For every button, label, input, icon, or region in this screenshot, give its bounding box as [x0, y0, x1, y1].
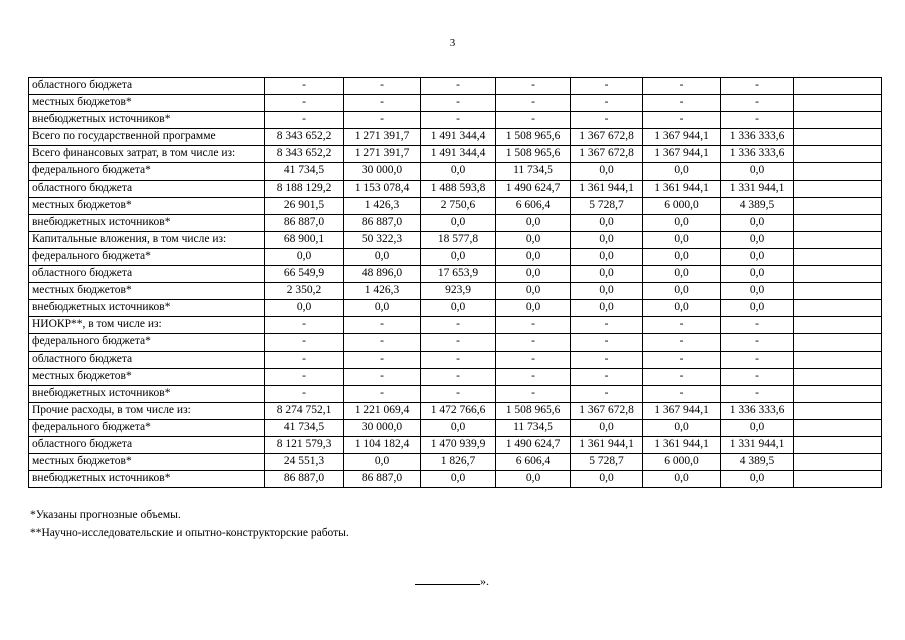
table-cell: 0,0 — [265, 248, 344, 265]
table-cell: 1 331 944,1 — [721, 436, 794, 453]
table-cell — [794, 471, 882, 488]
table-cell: - — [643, 368, 721, 385]
table-cell: 1 367 672,8 — [571, 402, 643, 419]
table-cell: - — [571, 334, 643, 351]
table-cell: - — [421, 78, 496, 95]
table-cell: 48 896,0 — [344, 266, 421, 283]
table-cell: 86 887,0 — [344, 214, 421, 231]
row-label: местных бюджетов* — [29, 368, 265, 385]
table-row — [29, 78, 882, 95]
table-row — [29, 231, 882, 248]
row-label: областного бюджета — [29, 436, 265, 453]
table-cell: - — [421, 334, 496, 351]
table-cell — [794, 402, 882, 419]
table-row — [29, 180, 882, 197]
table-cell: - — [265, 78, 344, 95]
table-cell: - — [421, 351, 496, 368]
table-cell: - — [265, 112, 344, 129]
table-cell: 0,0 — [496, 214, 571, 231]
table-cell: 0,0 — [496, 231, 571, 248]
table-cell: 1 221 069,4 — [344, 402, 421, 419]
table-cell: 8 274 752,1 — [265, 402, 344, 419]
table-cell: 5 728,7 — [571, 197, 643, 214]
table-cell: - — [344, 317, 421, 334]
table-row — [29, 300, 882, 317]
table-cell: - — [421, 385, 496, 402]
row-label: федерального бюджета* — [29, 419, 265, 436]
table-cell: 0,0 — [643, 283, 721, 300]
table-cell: 86 887,0 — [265, 471, 344, 488]
table-cell: 0,0 — [344, 454, 421, 471]
table-cell: 0,0 — [571, 231, 643, 248]
table-cell: - — [721, 385, 794, 402]
table-cell: 50 322,3 — [344, 231, 421, 248]
table-cell: 0,0 — [421, 163, 496, 180]
table-cell: 1 491 344,4 — [421, 129, 496, 146]
footnotes — [30, 506, 349, 542]
table-row — [29, 436, 882, 453]
table-cell: 18 577,8 — [421, 231, 496, 248]
table-cell: 1 271 391,7 — [344, 146, 421, 163]
table-cell: 41 734,5 — [265, 163, 344, 180]
table-cell: 0,0 — [571, 248, 643, 265]
table-cell: 0,0 — [421, 300, 496, 317]
table-cell: 0,0 — [643, 248, 721, 265]
row-label: местных бюджетов* — [29, 283, 265, 300]
row-label: НИОКР**, в том числе из: — [29, 317, 265, 334]
table-cell: - — [265, 368, 344, 385]
table-cell: 1 472 766,6 — [421, 402, 496, 419]
table-cell: 0,0 — [571, 419, 643, 436]
table-row — [29, 146, 882, 163]
row-label: внебюджетных источников* — [29, 112, 265, 129]
table-row — [29, 419, 882, 436]
table-cell: - — [571, 317, 643, 334]
table-cell: 8 188 129,2 — [265, 180, 344, 197]
table-cell: - — [721, 112, 794, 129]
table-row — [29, 163, 882, 180]
table-cell: 0,0 — [721, 419, 794, 436]
page-number: 3 — [449, 37, 456, 49]
table-row — [29, 283, 882, 300]
table-cell: 0,0 — [496, 266, 571, 283]
table-cell — [794, 317, 882, 334]
table-cell: - — [643, 351, 721, 368]
table-cell: 1 361 944,1 — [571, 180, 643, 197]
footnote-forecast: *Указаны прогнозные объемы. — [30, 509, 181, 521]
table-cell: 24 551,3 — [265, 454, 344, 471]
table-cell — [794, 129, 882, 146]
table-cell — [794, 197, 882, 214]
table-cell: - — [643, 385, 721, 402]
table-cell: - — [344, 368, 421, 385]
table-cell: 1 508 965,6 — [496, 146, 571, 163]
row-label: областного бюджета — [29, 351, 265, 368]
table-cell: 6 000,0 — [643, 197, 721, 214]
table-cell: 0,0 — [721, 300, 794, 317]
table-cell: 1 331 944,1 — [721, 180, 794, 197]
table-cell: 1 361 944,1 — [571, 436, 643, 453]
table-cell: 1 826,7 — [421, 454, 496, 471]
table-cell: 5 728,7 — [571, 454, 643, 471]
table-cell: - — [496, 368, 571, 385]
table-cell: 6 606,4 — [496, 197, 571, 214]
table-row — [29, 334, 882, 351]
table-cell: 0,0 — [643, 163, 721, 180]
table-cell: 4 389,5 — [721, 197, 794, 214]
table-cell: 26 901,5 — [265, 197, 344, 214]
table-cell: - — [571, 112, 643, 129]
table-cell: 0,0 — [421, 471, 496, 488]
table-cell: 0,0 — [421, 214, 496, 231]
table-cell: 1 426,3 — [344, 283, 421, 300]
row-label: Всего по государственной программе — [29, 129, 265, 146]
table-cell: 0,0 — [571, 163, 643, 180]
row-label: внебюджетных источников* — [29, 471, 265, 488]
table-cell — [794, 248, 882, 265]
table-cell: 1 426,3 — [344, 197, 421, 214]
table-cell: 11 734,5 — [496, 419, 571, 436]
table-cell: 1 367 944,1 — [643, 129, 721, 146]
table-cell: 0,0 — [571, 300, 643, 317]
table-row — [29, 351, 882, 368]
table-cell: 1 271 391,7 — [344, 129, 421, 146]
table-cell: - — [344, 385, 421, 402]
table-cell — [794, 368, 882, 385]
table-cell: 0,0 — [571, 266, 643, 283]
table-cell: 41 734,5 — [265, 419, 344, 436]
table-body — [29, 78, 882, 488]
table-cell: 0,0 — [344, 300, 421, 317]
table-cell: - — [265, 334, 344, 351]
table-cell: 1 153 078,4 — [344, 180, 421, 197]
table-cell — [794, 385, 882, 402]
table-cell: - — [344, 78, 421, 95]
table-cell — [794, 334, 882, 351]
table-cell: - — [643, 112, 721, 129]
table-cell: 8 343 652,2 — [265, 146, 344, 163]
table-cell: - — [421, 95, 496, 112]
table-cell: 0,0 — [344, 248, 421, 265]
table-cell: - — [571, 368, 643, 385]
table-row — [29, 266, 882, 283]
table-cell: 0,0 — [643, 300, 721, 317]
table-row — [29, 197, 882, 214]
table-cell: 8 343 652,2 — [265, 129, 344, 146]
closing-mark: ». — [480, 574, 489, 588]
table-row — [29, 471, 882, 488]
table-cell: 1 367 944,1 — [643, 402, 721, 419]
signature-blank — [415, 573, 480, 585]
row-label: Всего финансовых затрат, в том числе из: — [29, 146, 265, 163]
table-row — [29, 95, 882, 112]
table-cell: 86 887,0 — [265, 214, 344, 231]
table-cell: - — [421, 368, 496, 385]
table-cell: 1 361 944,1 — [643, 436, 721, 453]
table-row — [29, 317, 882, 334]
row-label: внебюджетных источников* — [29, 214, 265, 231]
row-label: областного бюджета — [29, 180, 265, 197]
table-cell: 30 000,0 — [344, 419, 421, 436]
row-label: местных бюджетов* — [29, 197, 265, 214]
table-cell — [794, 436, 882, 453]
table-cell: - — [265, 385, 344, 402]
row-label: Прочие расходы, в том числе из: — [29, 402, 265, 419]
table-cell: 11 734,5 — [496, 163, 571, 180]
table-cell: 1 470 939,9 — [421, 436, 496, 453]
row-label: федерального бюджета* — [29, 163, 265, 180]
table-cell: 6 000,0 — [643, 454, 721, 471]
table-cell: 68 900,1 — [265, 231, 344, 248]
table-cell: 1 336 333,6 — [721, 402, 794, 419]
table-cell: 1 491 344,4 — [421, 146, 496, 163]
table-row — [29, 454, 882, 471]
table-cell: - — [421, 112, 496, 129]
table-cell: 0,0 — [721, 283, 794, 300]
table-cell — [794, 95, 882, 112]
table-cell: - — [344, 351, 421, 368]
table-cell: 0,0 — [721, 471, 794, 488]
row-label: местных бюджетов* — [29, 454, 265, 471]
table-row — [29, 248, 882, 265]
table-cell: - — [496, 385, 571, 402]
table-cell: 1 336 333,6 — [721, 146, 794, 163]
table-cell — [794, 283, 882, 300]
row-label: федерального бюджета* — [29, 248, 265, 265]
table-cell: - — [344, 334, 421, 351]
table-row — [29, 368, 882, 385]
table-cell: 1 508 965,6 — [496, 129, 571, 146]
table-cell: - — [344, 112, 421, 129]
table-cell: - — [496, 95, 571, 112]
table-cell: 0,0 — [571, 283, 643, 300]
budget-table — [28, 77, 882, 488]
table-cell — [794, 78, 882, 95]
table-cell: 1 490 624,7 — [496, 436, 571, 453]
table-cell — [794, 214, 882, 231]
table-cell: 0,0 — [643, 419, 721, 436]
table-cell: - — [643, 78, 721, 95]
table-cell: - — [496, 112, 571, 129]
table-cell: 1 490 624,7 — [496, 180, 571, 197]
row-label: внебюджетных источников* — [29, 300, 265, 317]
table-cell: - — [721, 368, 794, 385]
table-cell: - — [571, 385, 643, 402]
table-cell: 0,0 — [496, 300, 571, 317]
footnote-niokr: **Научно-исследовательские и опытно-конструкторские работы. — [30, 527, 349, 539]
table-cell: - — [721, 95, 794, 112]
table-cell: - — [496, 317, 571, 334]
table-cell — [794, 419, 882, 436]
row-label: областного бюджета — [29, 266, 265, 283]
table-cell: - — [496, 334, 571, 351]
table-cell: - — [265, 317, 344, 334]
table-cell: - — [571, 95, 643, 112]
table-cell: 1 508 965,6 — [496, 402, 571, 419]
table-cell: - — [344, 95, 421, 112]
table-cell: 1 336 333,6 — [721, 129, 794, 146]
row-label: внебюджетных источников* — [29, 385, 265, 402]
table-cell — [794, 231, 882, 248]
table-cell: - — [643, 95, 721, 112]
table-cell — [794, 180, 882, 197]
row-label: областного бюджета — [29, 78, 265, 95]
row-label: федерального бюджета* — [29, 334, 265, 351]
table-cell: - — [265, 95, 344, 112]
table-cell: 0,0 — [421, 419, 496, 436]
table-cell: 0,0 — [643, 266, 721, 283]
table-cell — [794, 146, 882, 163]
table-cell — [794, 112, 882, 129]
table-cell — [794, 454, 882, 471]
table-cell: - — [421, 317, 496, 334]
table-cell: - — [721, 351, 794, 368]
table-cell: 1 367 672,8 — [571, 129, 643, 146]
table-cell: - — [721, 334, 794, 351]
table-cell: - — [571, 78, 643, 95]
table-cell — [794, 266, 882, 283]
table-cell: 0,0 — [496, 248, 571, 265]
table-cell — [794, 300, 882, 317]
table-cell: 0,0 — [721, 231, 794, 248]
closing-line — [415, 573, 489, 589]
table-cell: 923,9 — [421, 283, 496, 300]
table-cell: 0,0 — [643, 214, 721, 231]
table-cell: - — [721, 78, 794, 95]
table-cell: 0,0 — [721, 248, 794, 265]
table-cell: - — [265, 351, 344, 368]
table-cell: - — [496, 78, 571, 95]
table-row — [29, 385, 882, 402]
table-cell: 0,0 — [721, 214, 794, 231]
table-cell: 66 549,9 — [265, 266, 344, 283]
table-cell: - — [721, 317, 794, 334]
table-cell: - — [496, 351, 571, 368]
table-cell: 0,0 — [571, 214, 643, 231]
table-cell: 17 653,9 — [421, 266, 496, 283]
table-cell: 0,0 — [496, 471, 571, 488]
table-cell: 86 887,0 — [344, 471, 421, 488]
table-cell — [794, 351, 882, 368]
table-cell: 4 389,5 — [721, 454, 794, 471]
table-cell: 0,0 — [571, 471, 643, 488]
table-cell: - — [571, 351, 643, 368]
table-cell: 0,0 — [721, 163, 794, 180]
table-row — [29, 112, 882, 129]
table-cell: 30 000,0 — [344, 163, 421, 180]
table-cell: 2 350,2 — [265, 283, 344, 300]
table-cell: 0,0 — [421, 248, 496, 265]
table-cell — [794, 163, 882, 180]
table-cell: 2 750,6 — [421, 197, 496, 214]
table-row — [29, 402, 882, 419]
table-row — [29, 129, 882, 146]
table-cell: 0,0 — [721, 266, 794, 283]
table-cell: 1 367 672,8 — [571, 146, 643, 163]
table-cell: 8 121 579,3 — [265, 436, 344, 453]
table-cell: 1 488 593,8 — [421, 180, 496, 197]
table-cell: 0,0 — [643, 231, 721, 248]
table-cell: 6 606,4 — [496, 454, 571, 471]
table-cell: 1 367 944,1 — [643, 146, 721, 163]
table-row — [29, 214, 882, 231]
table-cell: 1 361 944,1 — [643, 180, 721, 197]
row-label: Капитальные вложения, в том числе из: — [29, 231, 265, 248]
table-cell: - — [643, 334, 721, 351]
table-cell: 1 104 182,4 — [344, 436, 421, 453]
table-cell: 0,0 — [265, 300, 344, 317]
table-cell: 0,0 — [643, 471, 721, 488]
table-cell: - — [643, 317, 721, 334]
table-cell: 0,0 — [496, 283, 571, 300]
row-label: местных бюджетов* — [29, 95, 265, 112]
